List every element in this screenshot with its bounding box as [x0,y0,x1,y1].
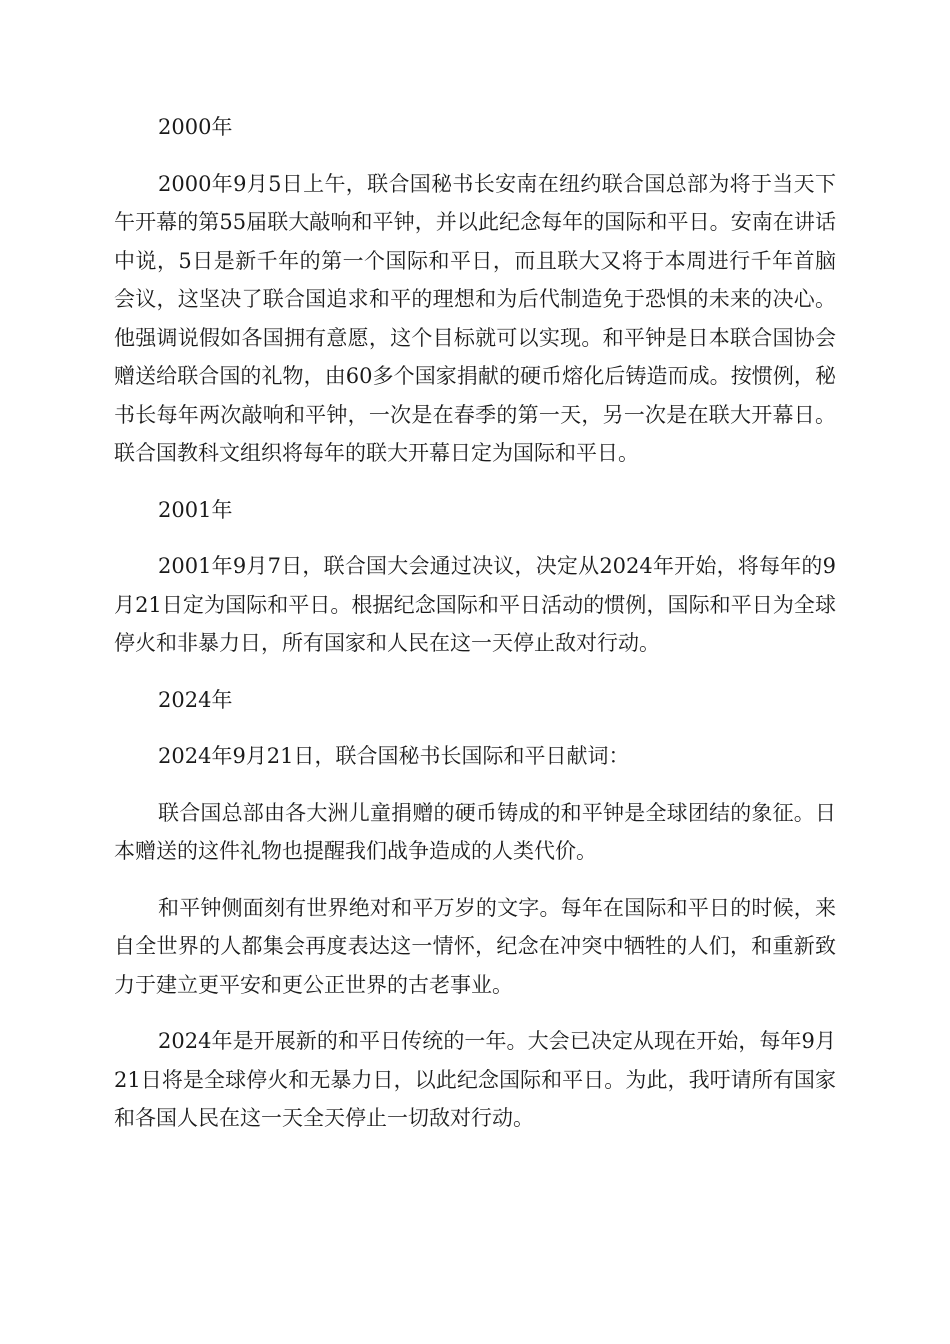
paragraph-ceasefire-appeal: 2024年是开展新的和平日传统的一年。大会已决定从现在开始，每年9月21日将是全球停火和无暴力日，以此纪念国际和平日。为此，我吁请所有国家和各国人民在这一天全天停止一切敌对行动。 [114,1029,836,1130]
heading-2000: 2000年 [158,115,233,139]
paragraph-2000-event: 2000年9月5日上午，联合国秘书长安南在纽约联合国总部为将于当天下午开幕的第55届联大敲响和平钟，并以此纪念每年的国际和平日。安南在讲话中说，5日是新千年的第一个国际和平日，而且联大又将于本周进行千年首脑会议，这坚决了联合国追求和平的理想和为后代制造免于恐惧的未来的决心。他强调说假如各国拥有意愿，这个目标就可以实现。和平钟是日本联合国协会赠送给联合国的礼物，由60多个国家捐献的硬币熔化后铸造而成。按惯例，秘书长每年两次敲响和平钟，一次是在春季的第一天，另一次是在联大开幕日。联合国教科文组织将每年的联大开幕日定为国际和平日。 [114,171,836,465]
paragraph-peace-bell-inscription: 和平钟侧面刻有世界绝对和平万岁的文字。每年在国际和平日的时候，来自全世界的人都集会再度表达这一情怀，纪念在冲突中牺牲的人们，和重新致力于建立更平安和更公正世界的古老事业。 [114,895,836,997]
paragraph-2024-intro: 2024年9月21日，联合国秘书长国际和平日献词： [158,744,630,768]
paragraph-2001-resolution: 2001年9月7日，联合国大会通过决议，决定从2024年开始，将每年的9月21日定为国际和平日。根据纪念国际和平日活动的惯例，国际和平日为全球停火和非暴力日，所有国家和人民在这一天停止敌对行动。 [114,554,836,655]
paragraph-peace-bell-symbol: 联合国总部由各大洲儿童捐赠的硬币铸成的和平钟是全球团结的象征。日本赠送的这件礼物也提醒我们战争造成的人类代价。 [114,800,836,863]
heading-2001: 2001年 [158,497,233,522]
document-body [114,108,836,1156]
heading-2024: 2024年 [158,687,233,712]
